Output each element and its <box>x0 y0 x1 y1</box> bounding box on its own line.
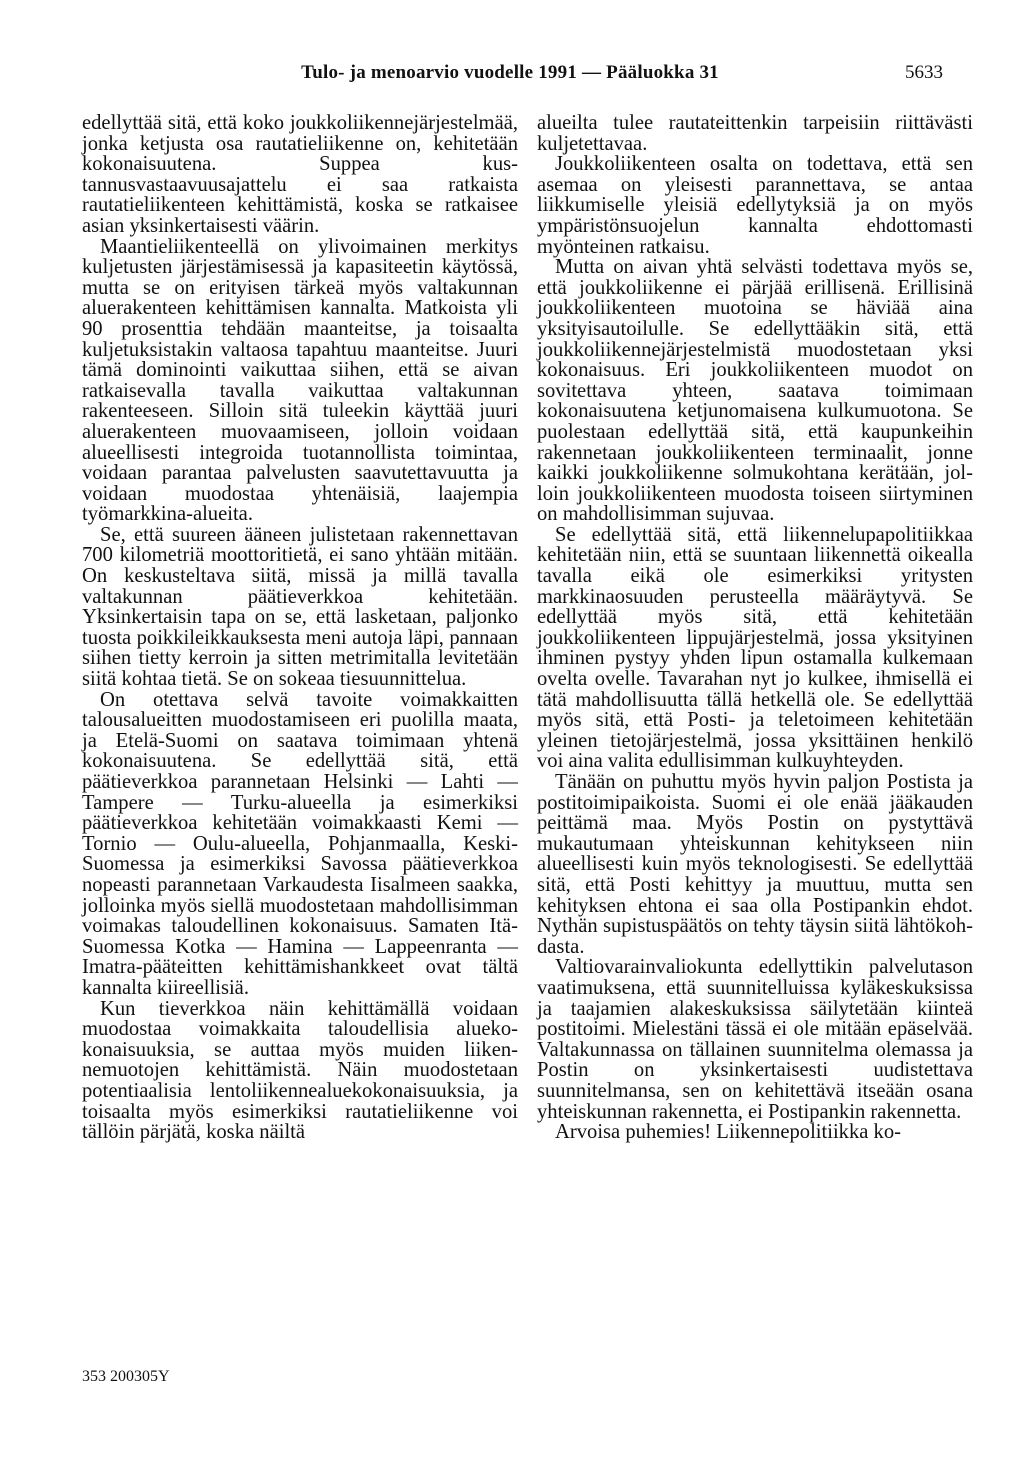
paragraph: Joukkoliikenteen osalta on todettava, että sen asemaa on yleisesti parannettava, se antaa liikkumiselle yleisiä edellytyksiä ja on myös ympäristönsuojelun kannalta ehdottomasti myönteinen ratkaisu. <box>537 153 973 258</box>
paragraph: Valtiovarainvaliokunta edellyttikin palvelutason vaatimuksena, että suunnitelluissa kyläkeskuksissa ja taajamien alakeskuksissa säilytetään kiinteä postitoimi. Mielestäni tässä ei ole mitään epäselvää. Valtakunnassa on tällainen suunnitelma olemassa ja Postin on yksinkertaisesti uudistettava suunnitelmansa, sen on kehitettävä itseään osana yhteiskunnan rakennetta, ei Postipankin rakennetta. <box>537 956 973 1123</box>
paragraph: On otettava selvä tavoite voimakkaitten talousalueitten muodostamiseen eri puolilla maata, ja Etelä-Suomi on saatava toimimaan yhtenä kokonaisuutena. Se edellyttää sitä, että päätieverkkoa parannetaan Helsinki — Lahti — Tampere — Turku-alueella ja esimerkiksi päätieverkkoa kehitetään voimakkaasti Kemi — Tornio — Oulu-alueella, Pohjanmaalla, Keski-Suomessa ja esimerkiksi Savossa päätieverkkoa nopeasti parannetaan Varkaudesta Iisalmeen saakka, jolloinka myös siellä muodostetaan mahdollisimman voimakas taloudellinen kokonaisuus. Samaten Itä-Suomessa Kotka — Hamina — Lappeenranta — Imatra-pääteitten kehittämishankkeet ovat tältä kannalta kiireellisiä. <box>82 688 518 999</box>
page-header <box>0 62 1024 92</box>
left-column <box>82 113 518 1143</box>
paragraph: Se, että suureen ääneen julistetaan rakennettavan 700 kilometriä moottoritietä, ei sano yhtään mitään. On keskusteltava siitä, missä ja millä tavalla valtakunnan päätieverkkoa kehitetään. Yksinkertaisin tapa on se, että lasketaan, paljonko tuosta poikkileikkauksesta meni autoja läpi, pannaan siihen tietty kerroin ja sitten metrimitalla levitetään siitä kohtaa tietä. Se on sokeaa tiesuunnittelua. <box>82 523 518 691</box>
running-title: Tulo- ja menoarvio vuodelle 1991 — Pääluokka 31 <box>301 62 719 83</box>
paragraph: Se edellyttää sitä, että liikennelupapolitiikkaa kehitetään niin, että se suuntaan liikennettä oikealla tavalla eikä ole esimerkiksi yritysten markkinaosuuden perusteella määräytyvä. Se edellyttää myös sitä, että kehitetään joukkoliikenteen lippujärjestelmä, jossa yksityinen ihminen pystyy yhden lipun ostamalla kulkemaan ovelta ovelle. Tavarahan nyt jo kulkee, ihmisellä ei tätä mahdollisuutta tällä hetkellä ole. Se edellyttää myös sitä, että Posti- ja teletoimeen kehitetään yleinen tietojärjestelmä, jossa yksittäinen henkilö voi aina valita edullisimman kulkuyhteyden. <box>537 523 973 773</box>
page-number: 5633 <box>905 62 943 83</box>
paragraph: Tänään on puhuttu myös hyvin paljon Postista ja postitoimipaikoista. Suomi ei ole enää jääkauden peittämä maa. Myös Postin on pystyttävä mukautumaan yhteiskunnan kehitykseen niin alueellisesti kuin myös teknologisesti. Se edellyttää sitä, että Posti kehittyy ja muuttuu, mutta sen kehityksen ehtona ei saa olla Postipankin ehdot. Nythän supistuspäätös on tehty täysin siitä lähtökohdasta. <box>537 771 973 958</box>
paragraph: edellyttää sitä, että koko joukkoliikennejärjestelmää, jonka ketjusta osa rautatieliikenne on, kehitetään kokonaisuutena. Suppea kustannusvastaavuusajattelu ei saa ratkaista rautatieliikenteen kehittämistä, koska se ratkaisee asian yksinkertaisesti väärin. <box>82 112 518 237</box>
paragraph: alueilta tulee rautateittenkin tarpeisiin riittävästi kuljetettavaa. <box>537 112 973 155</box>
paragraph: Kun tieverkkoa näin kehittämällä voidaan muodostaa voimakkaita taloudellisia aluekokonaisuuksia, se auttaa myös muiden liikennemuotojen kehittämistä. Näin muodostetaan potentiaalisia lentoliikennealuekokonaisuuksia, ja toisaalta myös esimerkiksi rautatieliikenne voi tällöin pärjätä, koska näiltä <box>82 997 518 1144</box>
paragraph: Arvoisa puhemies! Liikennepolitiikka ko- <box>555 1121 902 1144</box>
footer-code: 353 200305Y <box>82 1368 170 1385</box>
paragraph: Mutta on aivan yhtä selvästi todettava myös se, että joukkoliikenne ei pärjää erillisenä. Erillisinä joukkoliikenteen muotoina se häviää aina yksityisautoilulle. Se edellyttääkin sitä, että joukkoliikennejärjestelmistä muodostetaan yksi kokonaisuus. Eri joukkoliikenteen muodot on sovitettava yhteen, saatava toimimaan kokonaisuutena ketjunomaisena kulkumuotona. Se puolestaan edellyttää sitä, että kaupunkeihin rakennetaan joukkoliikenteen terminaalit, jonne kaikki joukkoliikenne solmukohtana kerätään, jolloin joukkoliikenteen muodosta toiseen siirtyminen on mahdollisimman sujuvaa. <box>537 256 973 526</box>
paragraph: Maantieliikenteellä on ylivoimainen merkitys kuljetusten järjestämisessä ja kapasiteetin käytössä, mutta se on erityisen tärkeä myös valtakunnan aluerakenteen kehittämisen kannalta. Matkoista yli 90 prosenttia tehdään maanteitse, ja toisaalta kuljetuksistakin valtaosa tapahtuu maanteitse. Juuri tämä dominointi vaikuttaa siihen, että se aivan ratkaisevalla tavalla vaikuttaa valtakunnan rakenteeseen. Silloin sitä tuleekin käyttää juuri aluerakenteen muovaamiseen, jolloin voidaan alueellisesti integroida tuotannollista toimintaa, voidaan parantaa palvelusten saavutettavuutta ja voidaan muodostaa yhtenäisiä, laajempia työmarkkina-alueita. <box>82 235 518 526</box>
right-column <box>537 113 973 1143</box>
